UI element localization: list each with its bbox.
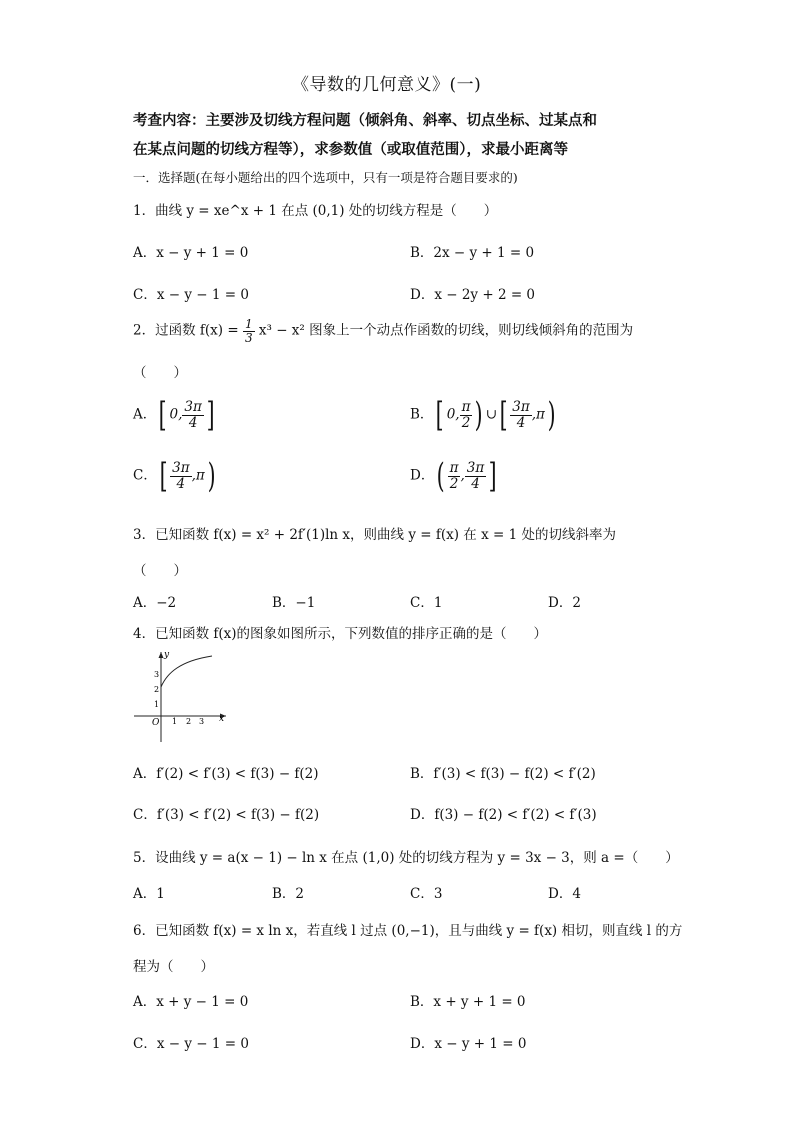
question-4-stem: 4．已知函数 f(x)的图象如图所示，下列数值的排序正确的是（ ） bbox=[133, 626, 548, 642]
topic-line-2: 在某点问题的切线方程等），求参数值（或取值范围），求最小距离等 bbox=[133, 141, 568, 158]
question-2-option-c bbox=[133, 456, 218, 496]
option-text: 0, bbox=[446, 406, 460, 423]
left-bracket: [ bbox=[436, 395, 445, 435]
left-paren: ( bbox=[436, 456, 445, 496]
left-bracket: [ bbox=[499, 395, 508, 435]
left-bracket: [ bbox=[158, 395, 167, 435]
question-4-option-b: B．f′(3) < f(3) − f(2) < f′(2) bbox=[410, 766, 596, 782]
question-6-stem: 6．已知函数 f(x) = x ln x，若直线 l 过点 (0,−1)，且与曲线 y = f(x) 相切，则直线 l 的方 bbox=[133, 923, 683, 939]
option-text: ,π bbox=[191, 467, 205, 484]
question-5-stem: 5．设曲线 y = a(x − 1) − ln x 在点 (1,0) 处的切线方程为 y = 3x − 3，则 a =（ ） bbox=[133, 850, 679, 866]
option-text: ,π bbox=[531, 406, 545, 423]
question-4-option-c: C．f′(3) < f′(2) < f(3) − f(2) bbox=[133, 807, 320, 823]
x-tick-1: 1 bbox=[172, 717, 178, 726]
question-2-stem-prefix: 2．过函数 f(x) = bbox=[133, 322, 239, 339]
option-label: D． bbox=[410, 467, 435, 484]
question-5-option-b: B．2 bbox=[272, 886, 305, 902]
y-tick-1: 1 bbox=[154, 700, 160, 709]
function-curve bbox=[161, 656, 212, 687]
question-1-option-c: C．x − y − 1 = 0 bbox=[133, 287, 249, 303]
fraction-denominator: 2 bbox=[449, 475, 459, 492]
question-4-option-a: A．f′(2) < f′(3) < f(3) − f(2) bbox=[133, 766, 319, 782]
option-fraction bbox=[510, 400, 531, 429]
fraction-denominator: 4 bbox=[516, 414, 526, 431]
fraction-denominator: 4 bbox=[176, 475, 186, 492]
question-1-option-d: D．x − 2y + 2 = 0 bbox=[410, 287, 536, 303]
right-paren: ) bbox=[475, 395, 484, 435]
right-paren: ) bbox=[207, 456, 216, 496]
left-bracket: [ bbox=[159, 456, 168, 496]
fraction-numerator: 1 bbox=[244, 317, 253, 331]
fraction-numerator: 3π bbox=[172, 460, 190, 477]
section-header: 一．选择题(在每小题给出的四个选项中，只有一项是符合题目要求的) bbox=[133, 170, 518, 185]
option-label: B． bbox=[410, 406, 434, 423]
question-2-option-a bbox=[133, 395, 217, 435]
right-paren: ) bbox=[547, 395, 556, 435]
question-2-option-b bbox=[410, 395, 558, 435]
y-tick-3: 3 bbox=[154, 670, 160, 679]
option-fraction bbox=[460, 400, 473, 429]
topic-line-1: 考查内容：主要涉及切线方程问题（倾斜角、斜率、切点坐标、过某点和 bbox=[133, 112, 597, 129]
option-fraction bbox=[448, 461, 461, 490]
question-2-stem-line2: （ ） bbox=[133, 365, 187, 381]
fraction-denominator: 4 bbox=[188, 414, 198, 431]
option-text: , bbox=[460, 467, 465, 484]
fraction-numerator: 3π bbox=[184, 399, 202, 416]
question-6-option-a: A．x + y − 1 = 0 bbox=[133, 994, 249, 1010]
question-1-option-b: B．2x − y + 1 = 0 bbox=[410, 245, 535, 261]
question-6-stem-line2: 程为（ ） bbox=[133, 959, 214, 975]
question-4-option-d: D．f(3) − f(2) < f′(2) < f′(3) bbox=[410, 807, 597, 823]
y-axis-label: y bbox=[164, 650, 170, 660]
x-tick-3: 3 bbox=[199, 717, 205, 726]
fraction-denominator: 4 bbox=[471, 475, 480, 492]
question-3-option-a: A．−2 bbox=[133, 595, 177, 611]
right-bracket: ] bbox=[206, 395, 215, 435]
question-6-option-b: B．x + y + 1 = 0 bbox=[410, 994, 526, 1010]
question-3-option-c: C．1 bbox=[410, 595, 443, 611]
question-1-option-a: A．x − y + 1 = 0 bbox=[133, 245, 249, 261]
question-3-option-d: D．2 bbox=[548, 595, 581, 611]
question-6-option-c: C．x − y − 1 = 0 bbox=[133, 1036, 249, 1052]
option-fraction bbox=[182, 400, 203, 429]
question-5-option-a: A．1 bbox=[133, 886, 165, 902]
page-title: 《导数的几何意义》(一) bbox=[292, 75, 482, 95]
fraction-numerator: 3π bbox=[466, 460, 485, 477]
question-1-stem: 1．曲线 y = xe^x + 1 在点 (0,1) 处的切线方程是（ ） bbox=[133, 203, 498, 219]
y-tick-2: 2 bbox=[154, 685, 160, 694]
fraction-numerator: π bbox=[449, 460, 459, 477]
fraction-denominator: 3 bbox=[244, 330, 253, 345]
question-5-option-d: D．4 bbox=[548, 886, 581, 902]
option-text: 0, bbox=[169, 406, 183, 423]
fraction-numerator: π bbox=[461, 399, 471, 416]
y-axis-arrow bbox=[159, 652, 164, 658]
fraction-denominator: 2 bbox=[461, 414, 471, 431]
right-bracket: ] bbox=[488, 456, 497, 496]
question-3-option-b: B．−1 bbox=[272, 595, 316, 611]
question-2-stem bbox=[133, 318, 633, 344]
question-2-fraction bbox=[243, 318, 255, 344]
option-fraction bbox=[465, 461, 486, 490]
option-label: C． bbox=[133, 467, 157, 484]
question-2-stem-suffix: x³ − x² 图象上一个动点作函数的切线，则切线倾斜角的范围为 bbox=[258, 322, 634, 339]
question-3-stem: 3．已知函数 f(x) = x² + 2f′(1)ln x，则曲线 y = f(x) 在 x = 1 处的切线斜率为 bbox=[133, 527, 616, 543]
x-tick-2: 2 bbox=[186, 717, 192, 726]
function-graph bbox=[130, 648, 230, 746]
origin-label: O bbox=[152, 718, 160, 728]
question-5-option-c: C．3 bbox=[410, 886, 443, 902]
question-6-option-d: D．x − y + 1 = 0 bbox=[410, 1036, 527, 1052]
question-2-option-d bbox=[410, 456, 500, 496]
option-label: A． bbox=[133, 406, 157, 423]
option-fraction bbox=[170, 461, 191, 490]
question-3-stem-line2: （ ） bbox=[133, 563, 187, 579]
x-axis-label: x bbox=[219, 714, 225, 724]
fraction-numerator: 3π bbox=[512, 399, 530, 416]
union-symbol: ∪ bbox=[485, 406, 498, 423]
